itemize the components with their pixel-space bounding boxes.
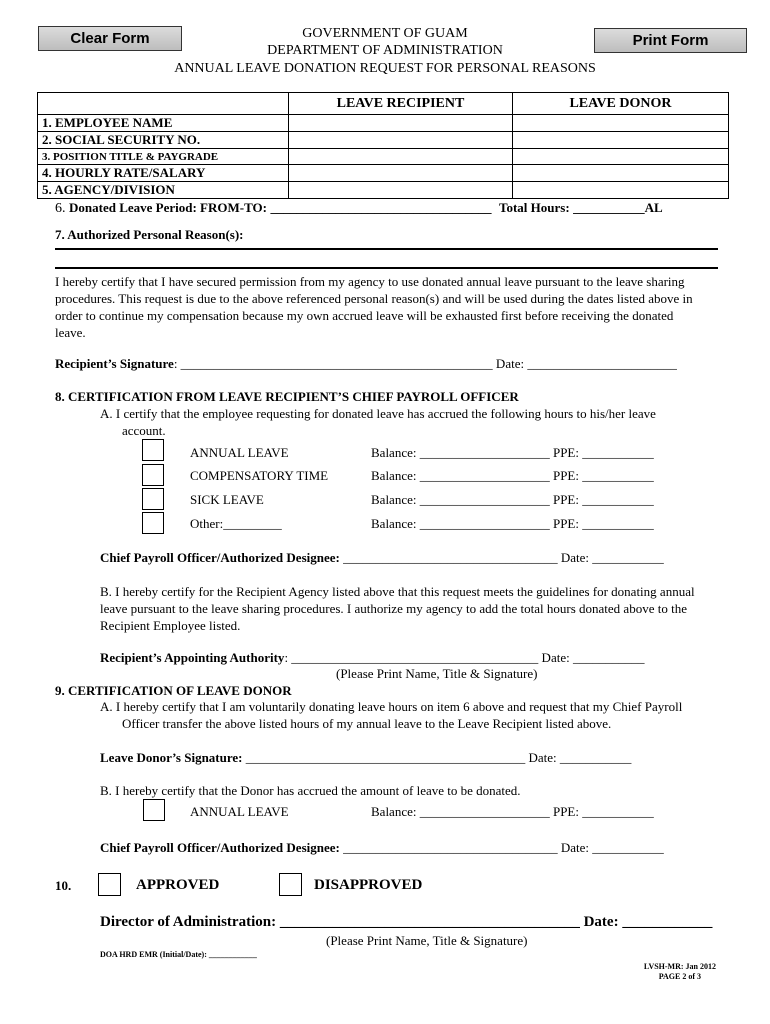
donor-annual-leave-checkbox[interactable] xyxy=(143,799,165,821)
director-label: Director of Administration: xyxy=(100,914,277,930)
row-label: 5. AGENCY/DIVISION xyxy=(38,182,289,199)
period-field[interactable]: __________________________________ xyxy=(270,200,492,215)
cert-line: leave. xyxy=(55,325,86,340)
recipient-rate-field[interactable] xyxy=(289,165,513,182)
leave-type-label: ANNUAL LEAVE xyxy=(190,445,289,460)
balance-ppe-field[interactable]: Balance: ____________________ PPE: ___________ xyxy=(371,516,654,531)
appointing-authority-field[interactable]: : ______________________________________ Date: ___________ xyxy=(284,650,645,665)
row-label: 1. EMPLOYEE NAME xyxy=(38,115,289,132)
b-line: B. I hereby certify for the Recipient Agency listed above that this request meets the guidelines for donating annual xyxy=(100,584,695,599)
employee-info-table xyxy=(37,92,729,199)
section9-b-line: B. I hereby certify that the Donor has accrued the amount of leave to be donated. xyxy=(100,783,521,798)
disapproved-label: DISAPPROVED xyxy=(314,877,423,893)
table-row xyxy=(38,132,729,149)
director-print-note: (Please Print Name, Title & Signature) xyxy=(326,933,528,948)
b-line: Recipient Employee listed. xyxy=(100,618,241,633)
donor-cpo-signature-row xyxy=(100,840,664,856)
section8-b-paragraph xyxy=(100,583,695,634)
col-leave-recipient: LEAVE RECIPIENT xyxy=(289,93,513,115)
item6-label: Donated Leave Period: FROM-TO: xyxy=(69,200,267,215)
print-form-button[interactable]: Print Form xyxy=(594,28,747,53)
recipient-agency-field[interactable] xyxy=(289,182,513,199)
section9-title: 9. CERTIFICATION OF LEAVE DONOR xyxy=(55,683,292,698)
donor-signature-label: Leave Donor’s Signature: xyxy=(100,750,243,765)
cpo-label: Chief Payroll Officer/Authorized Designee: xyxy=(100,840,340,855)
section9-a-line2: Officer transfer the above listed hours of my annual leave to the Leave Recipient listed above. xyxy=(122,716,612,731)
table-row xyxy=(38,149,729,165)
reason-line-1[interactable] xyxy=(55,248,718,250)
donor-rate-field[interactable] xyxy=(513,165,729,182)
donor-signature-field[interactable]: ___________________________________________ Date: ___________ xyxy=(242,750,632,765)
appointing-authority-label: Recipient’s Appointing Authority xyxy=(100,650,285,665)
recipient-name-field[interactable] xyxy=(289,115,513,132)
leave-type-label: Other:_________ xyxy=(190,516,282,531)
section8-title: 8. CERTIFICATION FROM LEAVE RECIPIENT’S CHIEF PAYROLL OFFICER xyxy=(55,389,519,404)
balance-ppe-field[interactable]: Balance: ____________________ PPE: ___________ xyxy=(371,468,654,483)
col-leave-donor: LEAVE DONOR xyxy=(513,93,729,115)
al-unit: AL xyxy=(644,200,663,215)
table-row xyxy=(38,115,729,132)
director-signature-field[interactable]: ________________________________________ Date: ____________ xyxy=(276,914,713,930)
cpo-signature-field[interactable]: _________________________________ Date: ___________ xyxy=(339,550,664,565)
form-title: ANNUAL LEAVE DONATION REQUEST FOR PERSONAL REASONS xyxy=(174,61,596,76)
recipient-signature-row xyxy=(55,356,677,372)
donor-position-field[interactable] xyxy=(513,149,729,165)
director-signature-row xyxy=(100,914,712,931)
clear-form-button[interactable]: Clear Form xyxy=(38,26,182,51)
leave-type-label: SICK LEAVE xyxy=(190,492,264,507)
donor-agency-field[interactable] xyxy=(513,182,729,199)
approved-checkbox[interactable] xyxy=(98,873,121,896)
cpo-signature-row xyxy=(100,550,664,566)
print-name-note: (Please Print Name, Title & Signature) xyxy=(336,666,538,681)
sick-leave-checkbox[interactable] xyxy=(142,488,164,510)
hrd-initial-date: DOA HRD EMR (Initial/Date): ____________ xyxy=(100,950,257,959)
total-hours-field[interactable]: ___________ xyxy=(573,200,645,215)
b-line: leave pursuant to the leave sharing procedures. I authorize my agency to add the total hours donated above to the xyxy=(100,601,687,616)
other-leave-checkbox[interactable] xyxy=(142,512,164,534)
cpo-signature-field[interactable]: _________________________________ Date: ___________ xyxy=(339,840,664,855)
annual-leave-checkbox[interactable] xyxy=(142,439,164,461)
row-label: 2. SOCIAL SECURITY NO. xyxy=(38,132,289,149)
recipient-ssn-field[interactable] xyxy=(289,132,513,149)
section9-a-line1: A. I hereby certify that I am voluntarily donating leave hours on item 6 above and request that my Chief Payroll xyxy=(100,699,683,714)
compensatory-time-checkbox[interactable] xyxy=(142,464,164,486)
cert-line: I hereby certify that I have secured permission from my agency to use donated annual leave pursuant to the leave sharing xyxy=(55,274,685,289)
balance-ppe-field[interactable]: Balance: ____________________ PPE: ___________ xyxy=(371,492,654,507)
leave-type-label: ANNUAL LEAVE xyxy=(190,804,289,819)
header-department: DEPARTMENT OF ADMINISTRATION xyxy=(267,43,503,58)
cert-line: procedures. This request is due to the above referenced personal reason(s) and will be used during the dates listed above in xyxy=(55,291,693,306)
header-government: GOVERNMENT OF GUAM xyxy=(302,26,468,41)
total-hours-label: Total Hours: xyxy=(498,200,570,215)
appointing-authority-row xyxy=(100,650,644,666)
personal-reason-label: 7. Authorized Personal Reason(s): xyxy=(55,227,244,242)
section8-a-line2: account. xyxy=(122,423,166,438)
recipient-signature-label: Recipient’s Signature xyxy=(55,356,174,371)
recipient-signature-field[interactable]: : ________________________________________________ Date: _______________________ xyxy=(173,356,677,371)
cert-line: order to continue my compensation because my own accrued leave will be exhausted first before receiving the donated xyxy=(55,308,674,323)
cpo-label: Chief Payroll Officer/Authorized Designee: xyxy=(100,550,340,565)
disapproved-checkbox[interactable] xyxy=(279,873,302,896)
balance-ppe-field[interactable]: Balance: ____________________ PPE: ___________ xyxy=(371,445,654,460)
item6-number: 6. xyxy=(55,201,66,216)
section10-number: 10. xyxy=(55,878,72,893)
page-number: PAGE 2 of 3 xyxy=(658,972,701,981)
row-label: 4. HOURLY RATE/SALARY xyxy=(38,165,289,182)
leave-type-label: COMPENSATORY TIME xyxy=(190,468,329,483)
table-row xyxy=(38,182,729,199)
donor-name-field[interactable] xyxy=(513,115,729,132)
donor-ssn-field[interactable] xyxy=(513,132,729,149)
approved-label: APPROVED xyxy=(136,877,220,893)
donated-leave-period xyxy=(55,200,663,217)
section8-a-line1: A. I certify that the employee requesting for donated leave has accrued the following hours to his/her leave xyxy=(100,406,656,421)
table-row xyxy=(38,165,729,182)
recipient-certification xyxy=(55,273,693,341)
recipient-position-field[interactable] xyxy=(289,149,513,165)
donor-signature-row xyxy=(100,750,631,766)
reason-line-2[interactable] xyxy=(55,267,718,269)
form-id: LVSH-MR: Jan 2012 xyxy=(643,962,716,971)
balance-ppe-field[interactable]: Balance: ____________________ PPE: ___________ xyxy=(371,804,654,819)
row-label: 3. POSITION TITLE & PAYGRADE xyxy=(38,149,289,165)
